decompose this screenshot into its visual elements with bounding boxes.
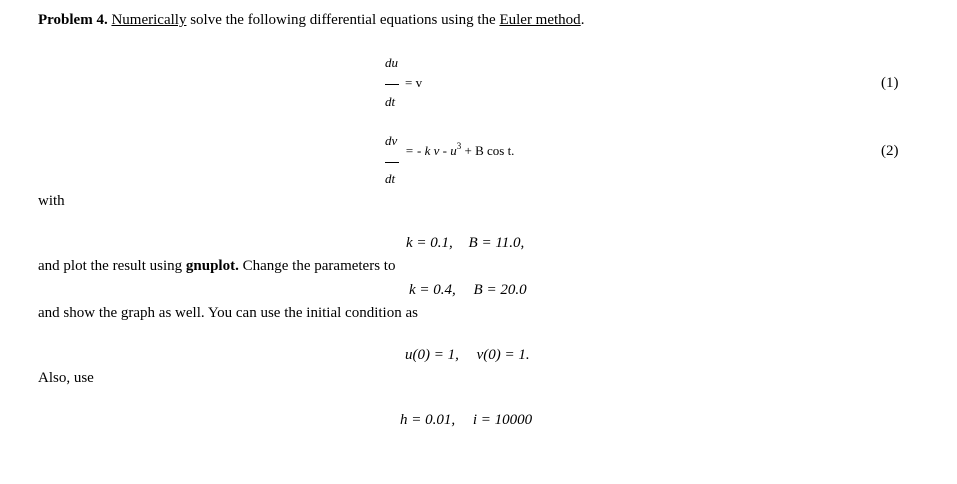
- params-2: [409, 283, 527, 298]
- step-h: h = 0.01,: [400, 412, 456, 428]
- params-1: [406, 236, 524, 251]
- plot-post: Change the parameters to: [238, 258, 396, 274]
- problem-statement: [38, 13, 584, 28]
- eq2-denominator: dt: [385, 171, 396, 186]
- initial-v: v(0) = 1.: [476, 347, 530, 363]
- problem-period: .: [580, 12, 585, 28]
- eq2-rhs-suffix: + B cos t.: [461, 143, 515, 158]
- with-text: with: [38, 193, 65, 209]
- eq2-number: (2): [881, 143, 899, 159]
- params-1-k: k = 0.1,: [406, 235, 453, 251]
- params-2-k: k = 0.4,: [409, 282, 456, 298]
- show-instruction: and show the graph as well. You can use the initial condition as: [38, 305, 418, 321]
- eq1-number: (1): [881, 75, 899, 91]
- eq2-rhs-prefix: = - k v - u: [405, 143, 457, 158]
- plot-instruction: [38, 259, 395, 274]
- plot-pre: and plot the result using: [38, 258, 186, 274]
- params-2-b: B = 20.0: [473, 282, 527, 298]
- problem-text: solve the following differential equations using the: [186, 12, 500, 28]
- problem-label: Problem 4.: [38, 12, 108, 28]
- eq2-numerator: dv: [385, 133, 398, 148]
- also-use-text: Also, use: [38, 370, 94, 386]
- eq2-rhs: [405, 141, 515, 158]
- initial-condition: [405, 348, 530, 363]
- params-1-b: B = 11.0,: [468, 235, 525, 251]
- initial-u: u(0) = 1,: [405, 347, 459, 363]
- eq1-denominator: dt: [385, 94, 396, 109]
- eq1-rhs: = v: [405, 75, 423, 90]
- step-params: [400, 413, 532, 428]
- gnuplot-label: gnuplot.: [185, 258, 239, 274]
- eq1-numerator: du: [385, 55, 398, 70]
- numerically-link: Numerically: [111, 12, 187, 28]
- eq2-fraction-bar: [385, 162, 399, 163]
- eq2-exponent: 3: [456, 141, 462, 151]
- euler-method-link: Euler method: [499, 12, 581, 28]
- step-i: i = 10000: [472, 412, 533, 428]
- eq1-fraction-bar: [385, 84, 399, 85]
